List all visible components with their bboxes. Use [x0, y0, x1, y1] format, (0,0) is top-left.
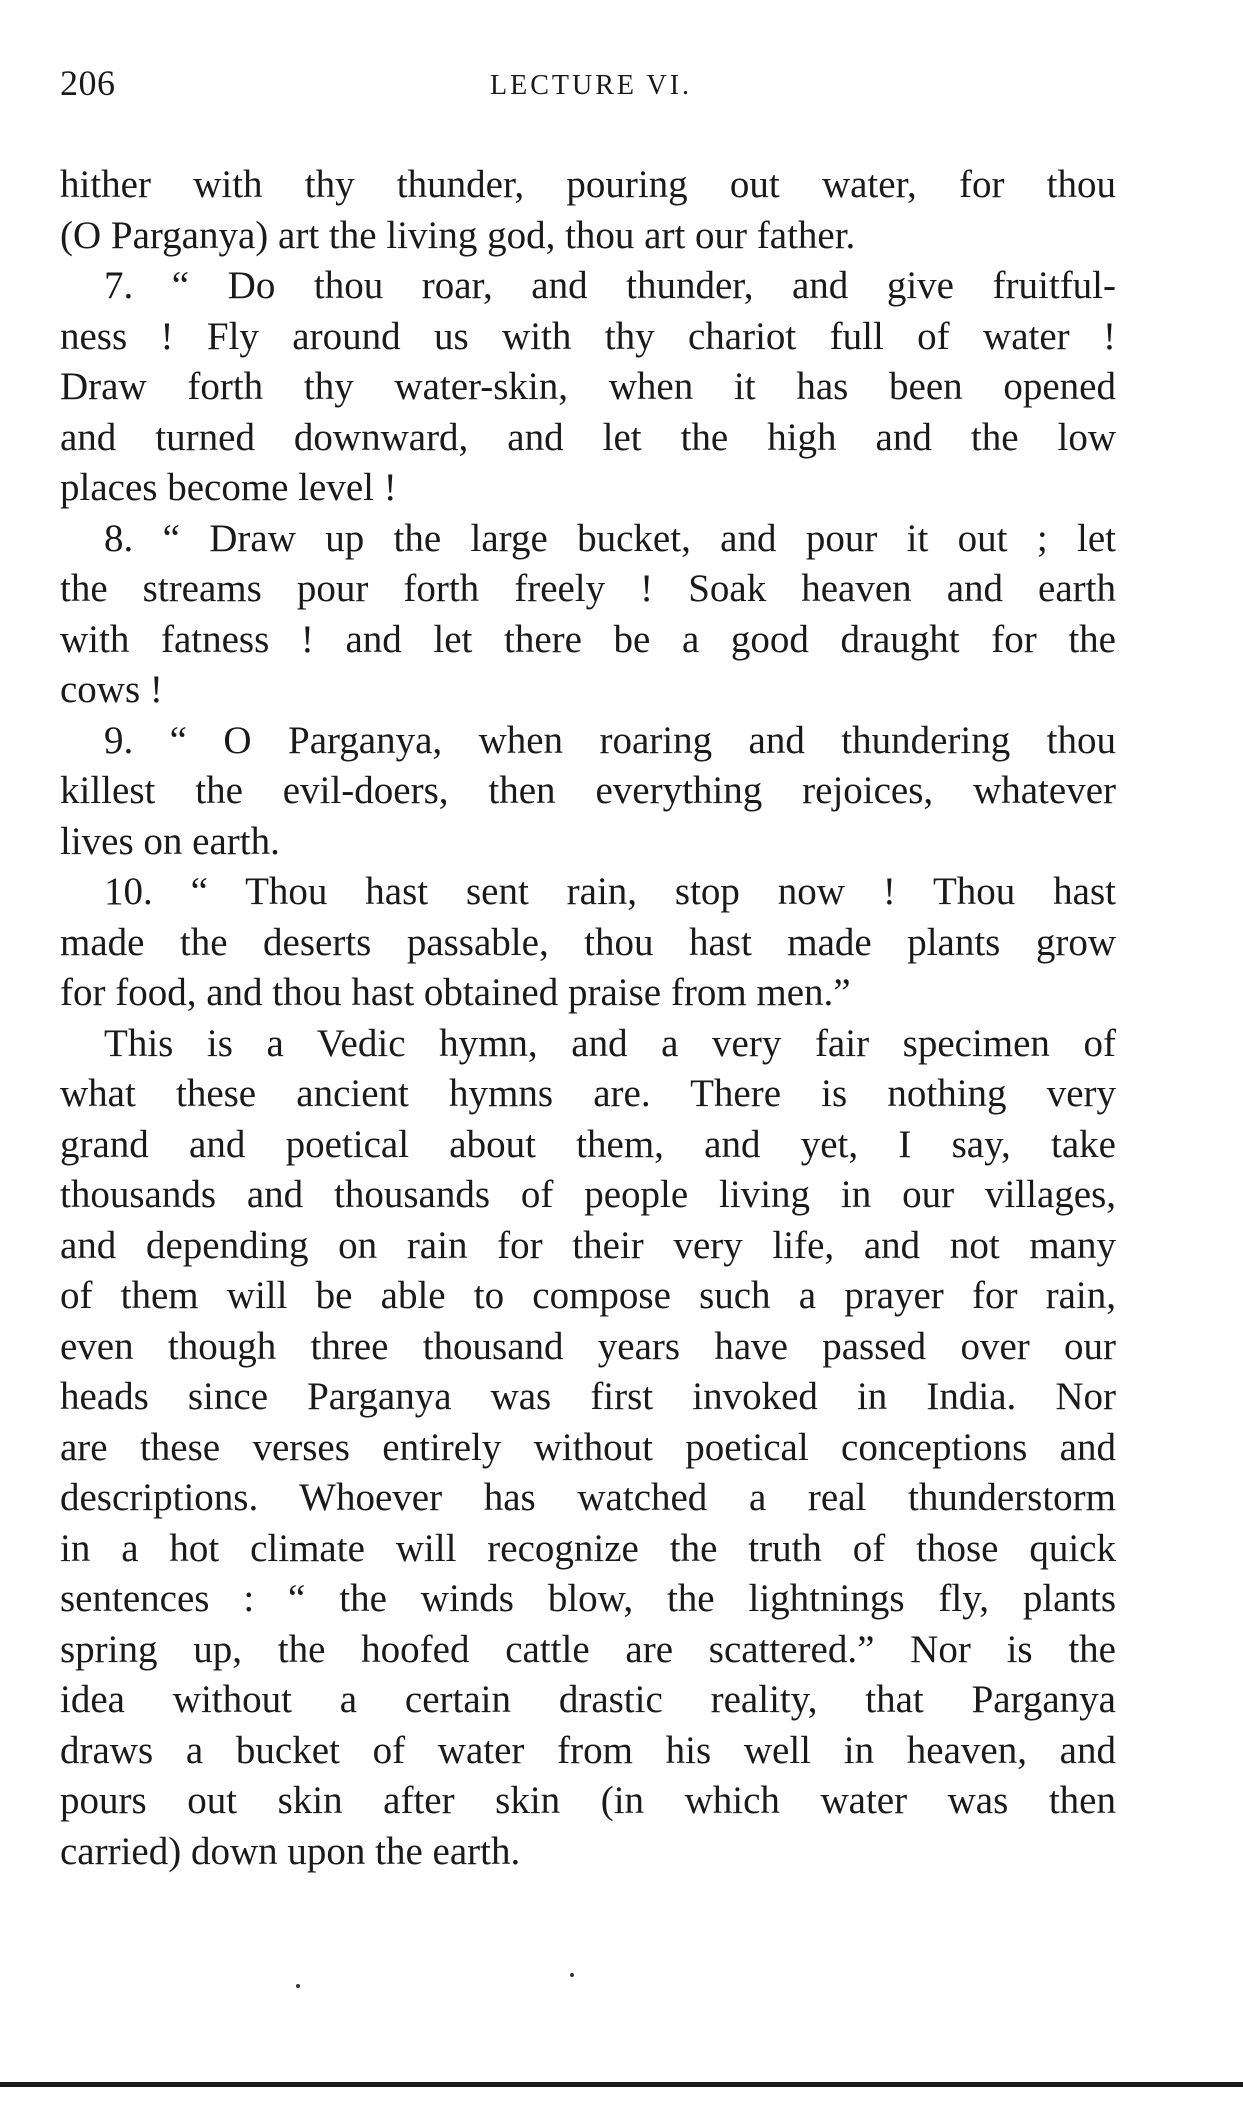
text-line: ness ! Fly around us with thy chariot full of water !	[60, 314, 1116, 358]
text-line: killest the evil-doers, then everything rejoices, whatever	[60, 769, 1116, 812]
text-line: places become level !	[60, 466, 397, 509]
text-line: 7. “ Do thou roar, and thunder, and give fruitful-	[104, 264, 1116, 307]
text-line: grand and poetical about them, and yet, I say, take	[60, 1122, 1116, 1166]
text-line: carried) down upon the earth.	[60, 1829, 521, 1873]
text-line: pours out skin after skin (in which water was then	[60, 1779, 1116, 1822]
text-line: with fatness ! and let there be a good draught for the	[60, 617, 1116, 661]
text-line: 10. “ Thou hast sent rain, stop now ! Thou hast	[104, 870, 1116, 913]
text-line: draws a bucket of water from his well in heaven, and	[60, 1728, 1116, 1772]
text-line: 8. “ Draw up the large bucket, and pour it out ; let	[104, 516, 1116, 560]
text-line: idea without a certain drastic reality, that Parganya	[60, 1678, 1116, 1721]
text-line: thousands and thousands of people living in our villages,	[60, 1173, 1116, 1216]
text-line: This is a Vedic hymn, and a very fair specimen of	[104, 1021, 1116, 1065]
print-speck	[296, 1984, 300, 1988]
text-line: are these verses entirely without poetical conceptions and	[60, 1425, 1116, 1469]
text-line: and turned downward, and let the high and the low	[60, 415, 1116, 459]
running-title: LECTURE VI.	[490, 70, 693, 101]
bottom-rule	[0, 2082, 1243, 2087]
text-line: cows !	[60, 668, 163, 711]
text-line: for food, and thou hast obtained praise from men.”	[60, 971, 851, 1014]
page-number: 206	[60, 63, 116, 103]
body-text	[60, 160, 1116, 1877]
text-line: (O Parganya) art the living god, thou art our father.	[60, 213, 856, 257]
text-line: sentences : “ the winds blow, the lightnings fly, plants	[60, 1577, 1116, 1620]
text-line: lives on earth.	[60, 819, 280, 863]
text-line: 9. “ O Parganya, when roaring and thundering thou	[104, 718, 1116, 762]
text-line: the streams pour forth freely ! Soak heaven and earth	[60, 567, 1116, 610]
text-line: heads since Parganya was first invoked in India. Nor	[60, 1375, 1116, 1418]
text-line: even though three thousand years have passed over our	[60, 1324, 1116, 1368]
text-line: made the deserts passable, thou hast made plants grow	[60, 920, 1116, 964]
text-line: what these ancient hymns are. There is nothing very	[60, 1072, 1116, 1115]
running-head	[60, 62, 1110, 112]
text-line: hither with thy thunder, pouring out water, for thou	[60, 163, 1116, 206]
text-line: spring up, the hoofed cattle are scattered.” Nor is the	[60, 1627, 1116, 1671]
text-line: descriptions. Whoever has watched a real thunderstorm	[60, 1476, 1116, 1519]
text-line: of them will be able to compose such a prayer for rain,	[60, 1274, 1116, 1317]
text-line: in a hot climate will recognize the truth of those quick	[60, 1526, 1116, 1570]
print-speck	[570, 1973, 574, 1977]
text-line: Draw forth thy water-skin, when it has been opened	[60, 365, 1116, 408]
text-line: and depending on rain for their very life, and not many	[60, 1223, 1116, 1267]
